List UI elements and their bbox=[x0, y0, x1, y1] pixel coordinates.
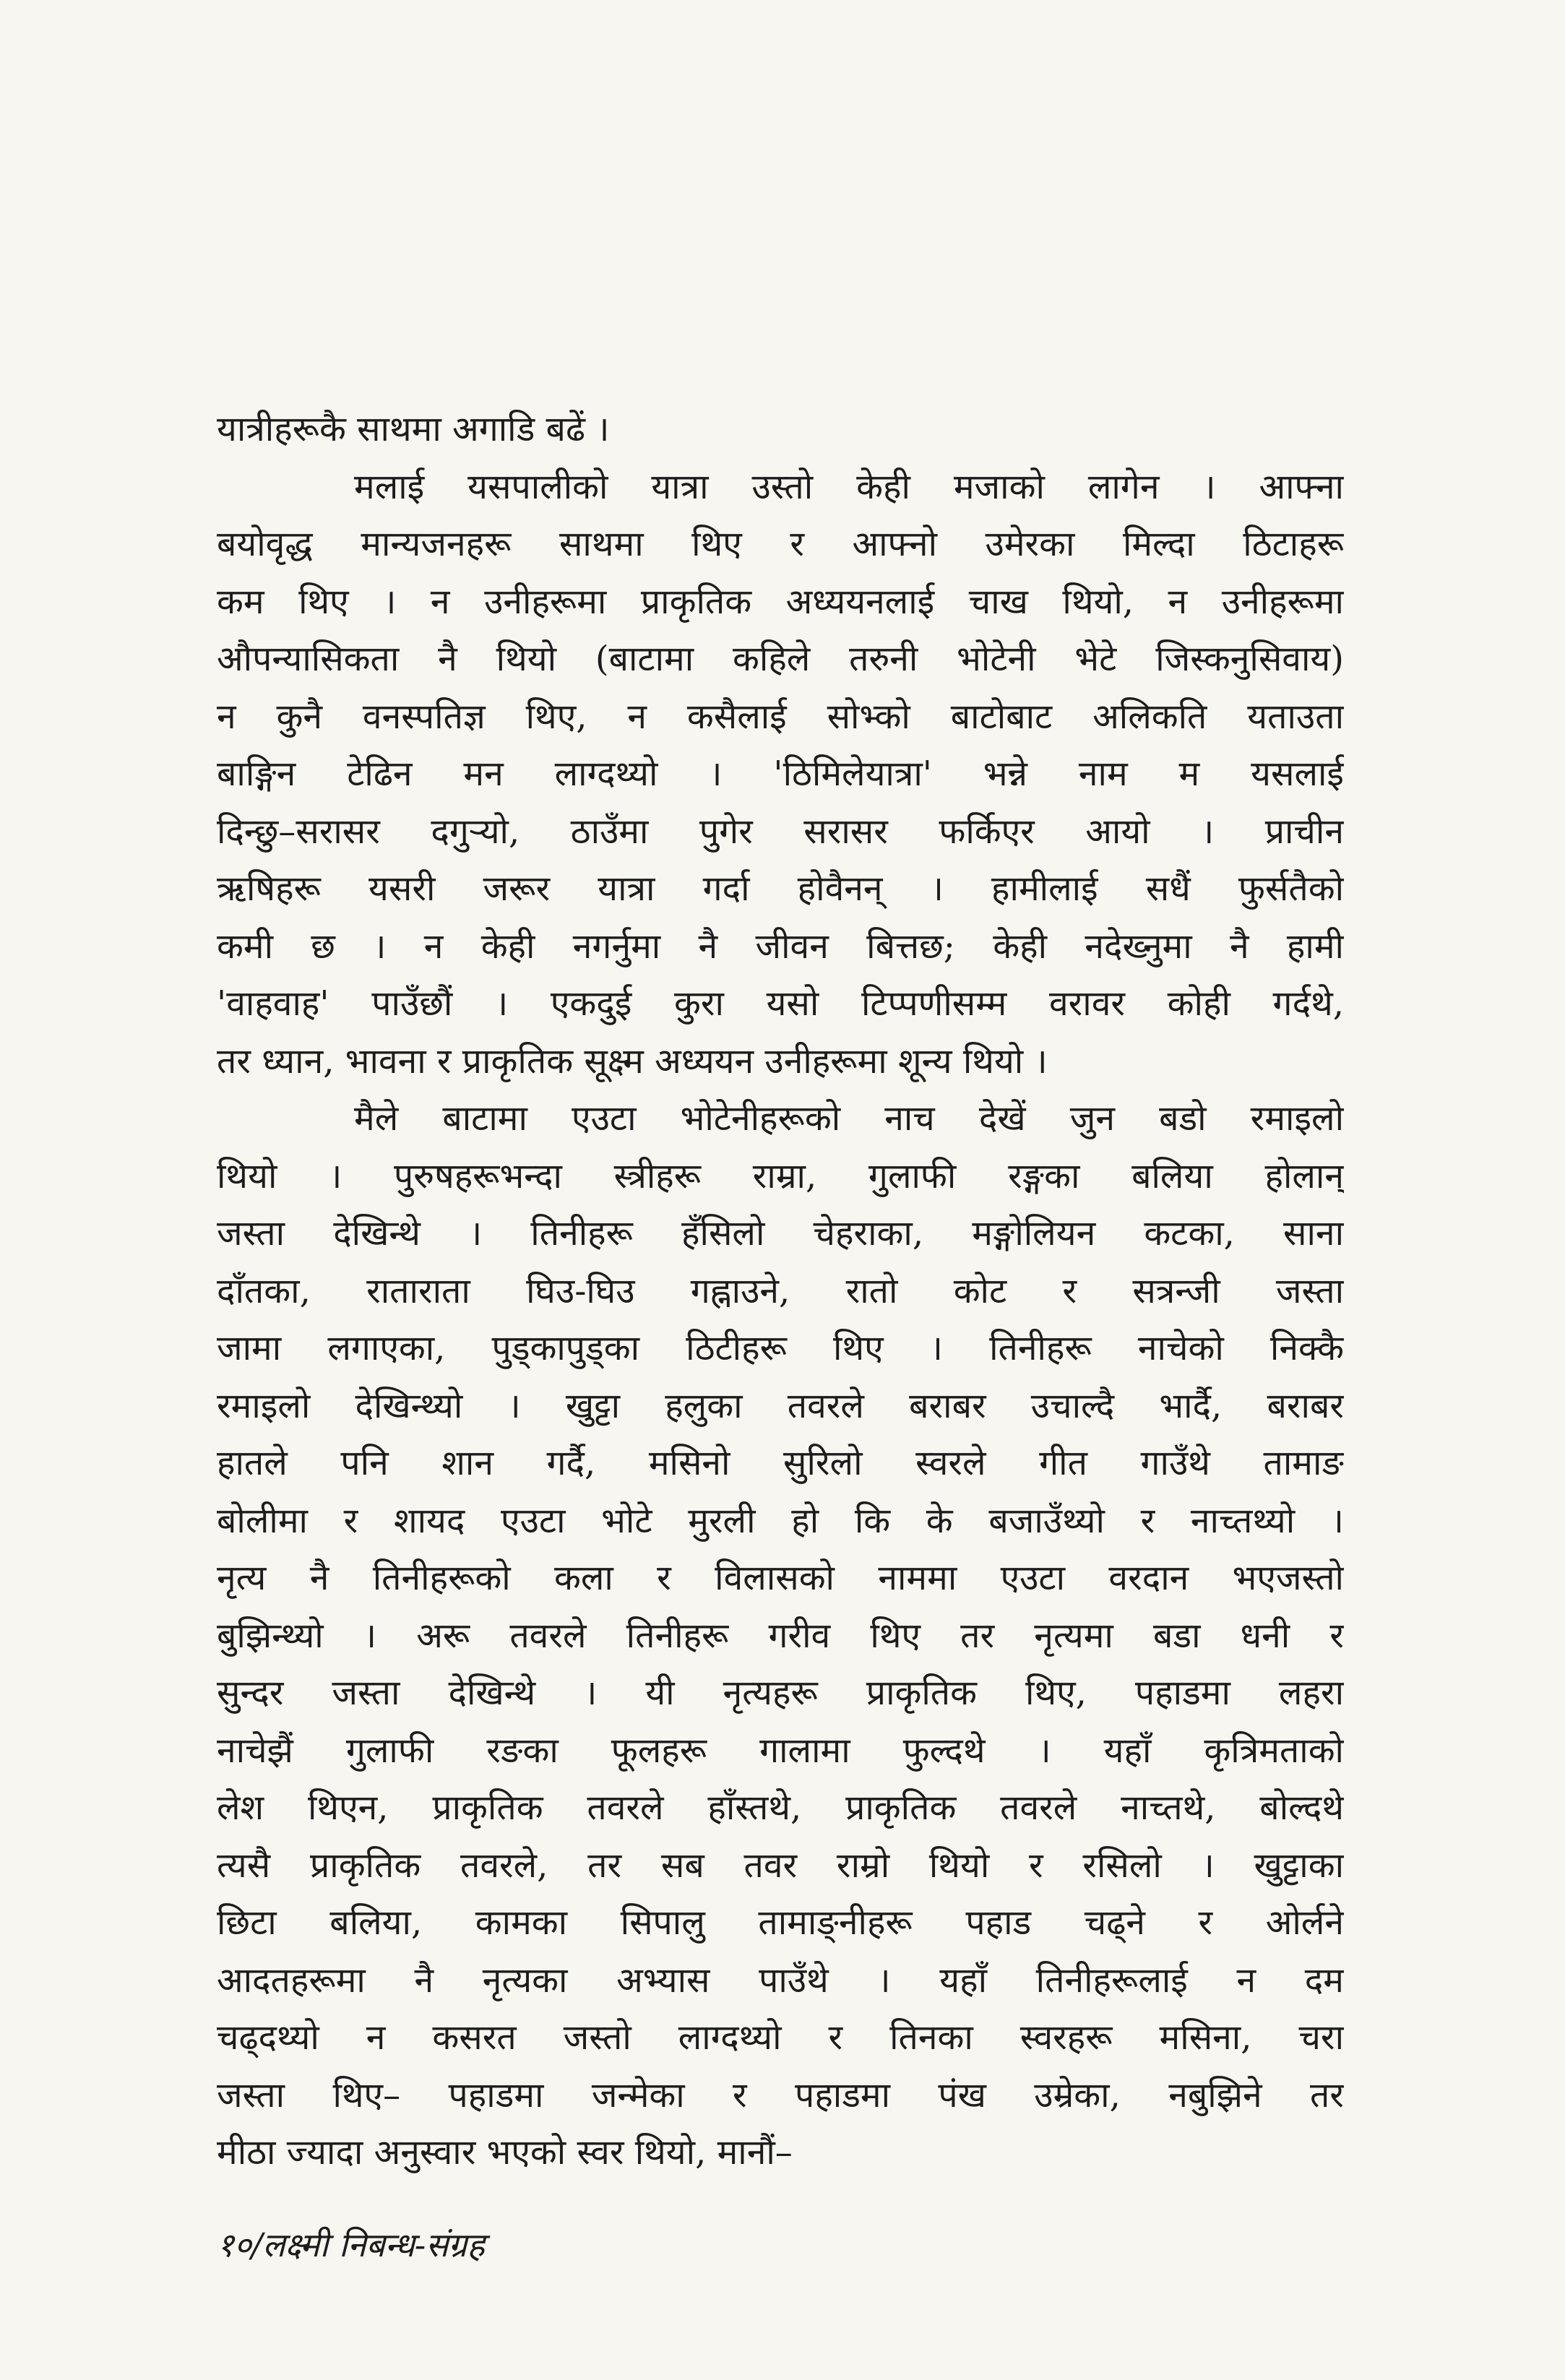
text-line: नाचेझैं गुलाफी रङका फूलहरू गालामा फुल्दथे । यहाँ कृत्रिमताको bbox=[217, 1730, 1344, 1771]
text-line: कमी छ । न केही नगर्नुमा नै जीवन बित्तछ; केही नदेख्नुमा नै हामी bbox=[217, 926, 1344, 967]
text-line: थियो । पुरुषहरूभन्दा स्त्रीहरू राम्रा, गुलाफी रङ्गका बलिया होलान् bbox=[217, 1155, 1344, 1197]
paragraph-last-line: मीठा ज्यादा अनुस्वार भएको स्वर थियो, मानौं– bbox=[217, 2132, 793, 2173]
text-line: जस्ता थिए– पहाडमा जन्मेका र पहाडमा पंख उम्रेका, नबुझिने तर bbox=[217, 2074, 1344, 2116]
text-line: बाङ्गिन टेढिन मन लाग्दथ्यो । 'ठिमिलेयात्रा' भन्ने नाम म यसलाई bbox=[217, 754, 1344, 794]
text-line: कम थिए । न उनीहरूमा प्राकृतिक अध्ययनलाई चाख थियो, न उनीहरूमा bbox=[217, 581, 1344, 622]
text-line: न कुनै वनस्पतिज्ञ थिए, न कसैलाई सोभ्को बाटोबाट अलिकति यताउता bbox=[217, 696, 1344, 737]
text-line: दिन्छु–सरासर दगुर्‍यो, ठाउँमा पुगेर सरासर फर्किएर आयो । प्राचीन bbox=[217, 811, 1344, 852]
paragraph-last-line: तर ध्यान, भावना र प्राकृतिक सूक्ष्म अध्ययन उनीहरूमा शून्य थियो । bbox=[217, 1040, 1048, 1082]
text-line: सुन्दर जस्ता देखिन्थे । यी नृत्यहरू प्राकृतिक थिए, पहाडमा लहरा bbox=[217, 1673, 1344, 1713]
text-line: लेश थिएन, प्राकृतिक तवरले हाँस्तथे, प्राकृतिक तवरले नाच्तथे, बोल्दथे bbox=[217, 1788, 1344, 1828]
text-line: त्यसै प्राकृतिक तवरले, तर सब तवर राम्रो थियो र रसिलो । खुट्टाका bbox=[217, 1845, 1344, 1886]
text-line: दाँतका, राताराता घिउ-घिउ गह्नाउने, रातो कोट र सत्रन्जी जस्ता bbox=[217, 1270, 1344, 1311]
text-line: रमाइलो देखिन्थ्यो । खुट्टा हलुका तवरले बराबर उचाल्दै भार्दै, बराबर bbox=[217, 1385, 1344, 1426]
text-line: यात्रीहरूकै साथमा अगाडि बढें । bbox=[217, 409, 610, 449]
page-footer: १०/लक्ष्मी निबन्ध-संग्रह bbox=[217, 2225, 485, 2264]
text-line: बुझिन्थ्यो । अरू तवरले तिनीहरू गरीव थिए तर नृत्यमा बडा धनी र bbox=[217, 1615, 1344, 1656]
text-line: बयोवृद्ध मान्यजनहरू साथमा थिए र आफ्नो उमेरका मिल्दा ठिटाहरू bbox=[217, 524, 1344, 564]
text-line: जस्ता देखिन्थे । तिनीहरू हँसिलो चेहराका, मङ्गोलियन कटका, साना bbox=[217, 1213, 1344, 1254]
text-line: छिटा बलिया, कामका सिपालु तामाङ्नीहरू पहाड चढ्ने र ओर्लने bbox=[217, 1902, 1344, 1943]
text-line: चढ्दथ्यो न कसरत जस्तो लाग्दथ्यो र तिनका स्वरहरू मसिना, चरा bbox=[217, 2017, 1344, 2058]
body-text bbox=[217, 401, 1344, 2182]
text-line: हातले पनि शान गर्दै, मसिनो सुरिलो स्वरले गीत गाउँथे तामाङ bbox=[217, 1443, 1344, 1483]
text-line: जामा लगाएका, पुड्कापुड्का ठिटीहरू थिए । तिनीहरू नाचेको निक्कै bbox=[217, 1328, 1344, 1368]
text-line: आदतहरूमा नै नृत्यका अभ्यास पाउँथे । यहाँ तिनीहरूलाई न दम bbox=[217, 1959, 1344, 2001]
text-line: औपन्यासिकता नै थियो (बाटामा कहिले तरुनी भोटेनी भेटे जिस्कनुसिवाय) bbox=[217, 639, 1344, 679]
paragraph-first-line: मलाई यसपालीको यात्रा उस्तो केही मजाको लागेन । आफ्ना bbox=[354, 466, 1344, 507]
text-line: बोलीमा र शायद एउटा भोटे मुरली हो कि के बजाउँथ्यो र नाच्तथ्यो । bbox=[217, 1500, 1344, 1541]
text-line: ऋषिहरू यसरी जरूर यात्रा गर्दा होवैनन् । हामीलाई सधैं फुर्सतैको bbox=[217, 868, 1344, 909]
text-line: 'वाहवाह' पाउँछौं । एकदुई कुरा यसो टिप्पणीसम्म वरावर कोही गर्दथे, bbox=[217, 983, 1344, 1024]
text-line: नृत्य नै तिनीहरूको कला र विलासको नाममा एउटा वरदान भएजस्तो bbox=[217, 1558, 1344, 1598]
paragraph-first-line: मैले बाटामा एउटा भोटेनीहरूको नाच देखें जुन बडो रमाइलो bbox=[354, 1098, 1344, 1139]
